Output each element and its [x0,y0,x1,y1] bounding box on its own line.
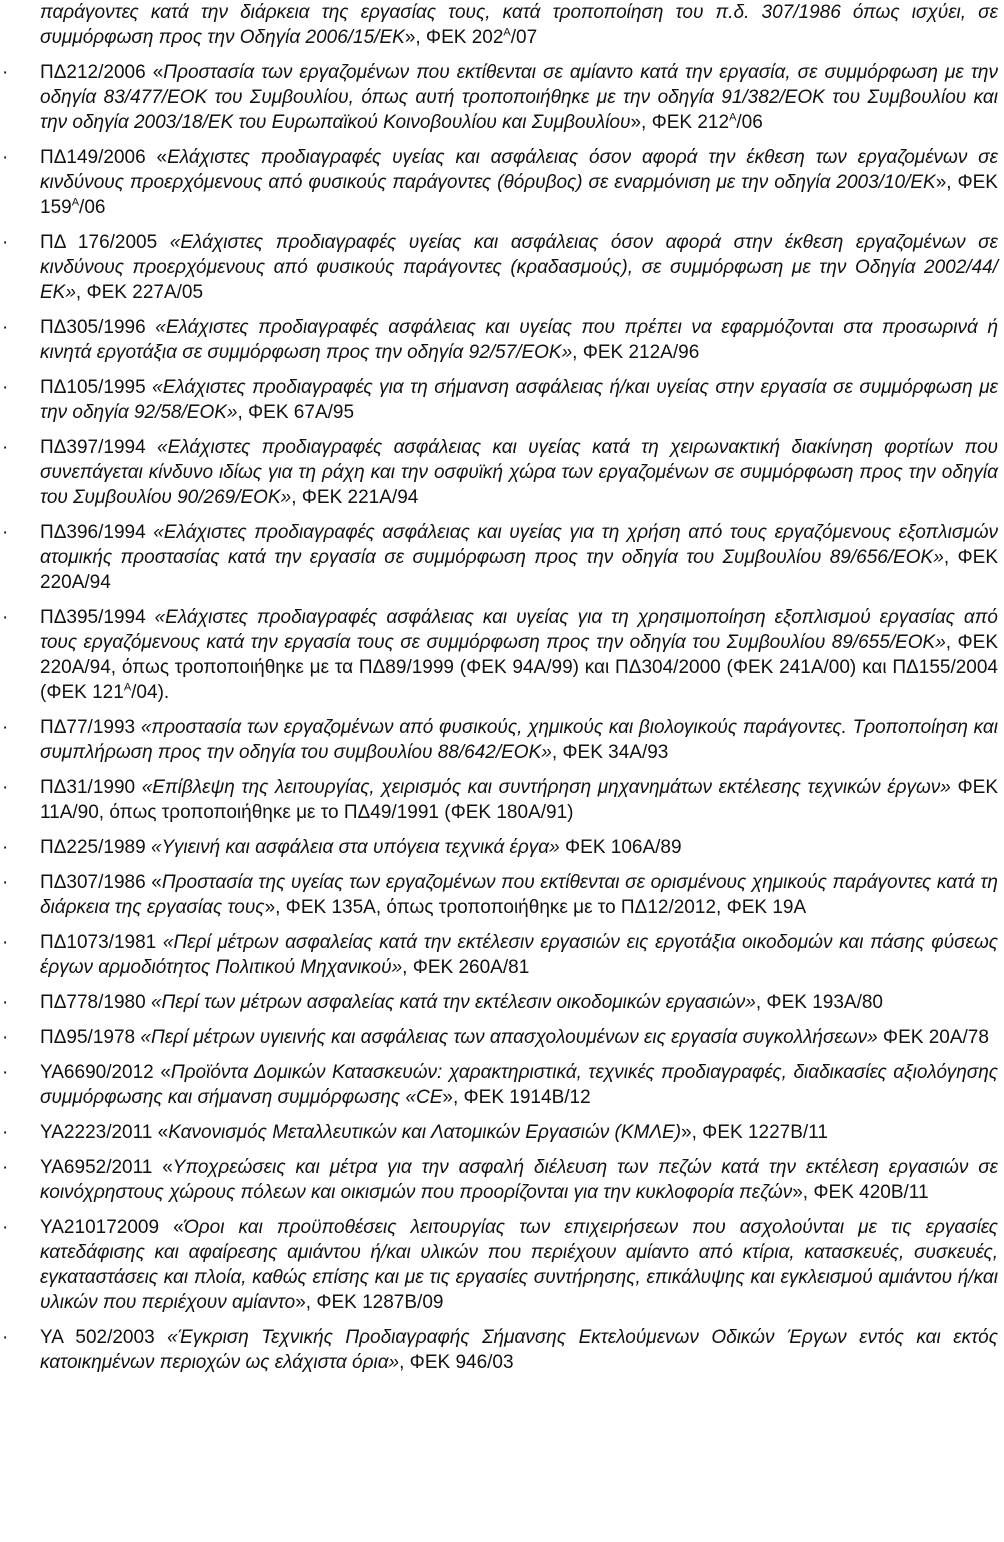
law-title: «Ελάχιστες προδιαγραφές ασφάλειας και υγείας που πρέπει να εφαρμόζονται στα προσωρινά ή κινητά εργοτάξια σε συμμόρφωση προς την οδηγία 92/57/ΕΟΚ» [40,317,998,363]
gazette-reference: , ΦΕΚ 220Α/94 [40,547,999,593]
law-number: ΠΔ307/1986 « [40,872,162,893]
law-title: Ελάχιστες προδιαγραφές υγείας και ασφάλειας όσον αφορά την έκθεση των εργαζομένων σε κινδύνους προερχόμενους από φυσικούς παράγοντες (θόρυβος) σε εναρμόνιση με την οδηγία 2003/10/ΕΚ [40,147,998,193]
gazette-reference: , ΦΕΚ 193Α/80 [755,992,883,1013]
legislation-item [2,1155,999,1205]
law-number: ΠΔ77/1993 [40,717,141,738]
legislation-item [2,315,998,365]
law-title: «Περί μέτρων υγιεινής και ασφάλειας των απασχολουμένων εις εργασία συγκολλήσεων» [140,1027,878,1048]
law-number: ΠΔ397/1994 [40,437,158,458]
law-title: «Περί μέτρων ασφαλείας κατά την εκτέλεσιν εργασιών εις εργοτάξια οικοδομών και πάσης φύσεως έργων αρμοδιότητος Πολιτικού Μηχανικού» [40,932,998,978]
law-number: ΠΔ95/1978 [40,1027,141,1048]
legislation-item [2,870,998,920]
legislation-item [2,1325,998,1375]
legislation-item [2,1025,998,1050]
legislation-item [2,1060,998,1110]
law-title: «Υγιεινή και ασφάλεια στα υπόγεια τεχνικά έργα» [150,837,560,858]
gazette-reference: , ΦΕΚ 946/03 [399,1352,514,1373]
law-number: ΠΔ 176/2005 [40,232,170,253]
gazette-reference: , ΦΕΚ 220Α/94, όπως τροποποιήθηκε με τα ΠΔ89/1999 (ΦΕΚ 94Α/99) και ΠΔ304/2000 (ΦΕΚ 241Α/00) και ΠΔ155/2004 (ΦΕΚ 121 [40,632,999,703]
bullet-dot-icon: · [2,932,9,953]
law-title: Προστασία των εργαζομένων που εκτίθενται σε αμίαντο κατά την εργασία, σε συμμόρφωση με την οδηγία 83/477/ΕΟΚ του Συμβουλίου, όπως αυτή τροποποιήθηκε με την οδηγία 91/382/ΕΟΚ του Συμβουλίου και την οδηγία 2003/18/ΕΚ του Ευρωπαϊκού Κοινοβουλίου και Συμβουλίου [40,62,998,133]
legislation-item [2,605,999,705]
gazette-reference: , ΦΕΚ 260Α/81 [402,957,530,978]
law-title: «Επίβλεψη της λειτουργίας, χειρισμός και συντήρηση μηχανημάτων εκτέλεσης τεχνικών έργων» [141,777,951,798]
bullet-dot-icon: · [2,62,9,83]
bullet-dot-icon: · [2,607,9,628]
gazette-reference: ΦΕΚ 106Α/89 [559,837,682,858]
gazette-reference: , ΦΕΚ 34Α/93 [551,742,669,763]
bullet-dot-icon: · [2,232,9,253]
law-number: ΠΔ212/2006 « [40,62,164,83]
gazette-reference: ΦΕΚ 11Α/90, όπως τροποποιήθηκε με το ΠΔ49/1991 (ΦΕΚ 180Α/91) [40,777,998,823]
gazette-reference: , ΦΕΚ 67Α/95 [237,402,355,423]
gazette-superscript: Α [729,111,737,124]
law-title: Υποχρεώσεις και μέτρα για την ασφαλή διέλευση των πεζών κατά την εκτέλεση εργασιών σε κοινόχρηστους χώρους πόλεων και οικισμών που προορίζονται για την κυκλοφορία πεζών [40,1157,999,1203]
bullet-dot-icon: · [2,1062,9,1083]
legislation-item [2,835,998,860]
gazette-reference: , ΦΕΚ 227Α/05 [75,282,204,303]
continuation-superscript: Α [503,26,511,39]
law-number: ΠΔ778/1980 [40,992,151,1013]
continuation-title: παράγοντες κατά την διάρκεια της εργασίας τους, κατά τροποποίηση του π.δ. 307/1986 όπως ισχύει, σε συμμόρφωση προς την Οδηγία 2006/15/ΕΚ [40,2,998,48]
law-number: ΠΔ225/1989 [40,837,151,858]
gazette-reference: », ΦΕΚ 135Α, όπως τροποποιήθηκε με το ΠΔ12/2012, ΦΕΚ 19Α [264,897,807,918]
gazette-reference-end: /06 [736,112,763,133]
law-title: «Ελάχιστες προδιαγραφές ασφάλειας και υγείας για τη χρησιμοποίηση εξοπλισμού εργασίας από τους εργαζόμενους κατά την εργασία τους σε συμμόρφωση προς την οδηγία του Συμβουλίου 89/655/ΕΟΚ» [40,607,998,653]
bullet-dot-icon: · [2,1217,9,1238]
gazette-reference: », ΦΕΚ 159 [40,172,998,218]
bullet-dot-icon: · [2,872,9,893]
gazette-reference: », ΦΕΚ 1914Β/12 [442,1087,591,1108]
bullet-dot-icon: · [2,1027,9,1048]
law-number: ΠΔ395/1994 [40,607,155,628]
bullet-dot-icon: · [2,992,9,1013]
legislation-item [2,145,998,220]
gazette-reference: , ΦΕΚ 212Α/96 [572,342,700,363]
law-number: ΠΔ105/1995 [40,377,153,398]
bullet-dot-icon: · [2,777,9,798]
bullet-dot-icon: · [2,717,9,738]
law-number: ΠΔ1073/1981 [40,932,163,953]
legislation-list [0,60,1004,1375]
law-number: ΠΔ31/1990 [40,777,142,798]
legislation-item [2,375,998,425]
law-title: «Ελάχιστες προδιαγραφές για τη σήμανση ασφάλειας ή/και υγείας στην εργασία σε συμμόρφωση με την οδηγία 92/58/ΕΟΚ» [40,377,998,423]
gazette-reference-end: /04). [131,682,170,703]
gazette-reference: , ΦΕΚ 221Α/94 [291,487,419,508]
bullet-dot-icon: · [2,377,9,398]
legislation-item [2,715,998,765]
gazette-reference: ΦΕΚ 20Α/78 [877,1027,989,1048]
law-number: ΥΑ 502/2003 [40,1327,168,1348]
legislation-item [2,1215,998,1315]
law-number: ΠΔ396/1994 [40,522,154,543]
law-number: ΠΔ149/2006 « [40,147,168,168]
law-number: ΥΑ6952/2011 « [40,1157,173,1178]
legislation-item [2,775,998,825]
bullet-dot-icon: · [2,437,9,458]
gazette-reference: », ΦΕΚ 1287Β/09 [295,1292,444,1313]
gazette-reference: », ΦΕΚ 1227Β/11 [681,1122,828,1143]
bullet-dot-icon: · [2,837,9,858]
legislation-item [2,1120,998,1145]
bullet-dot-icon: · [2,317,9,338]
continuation-reference-end: /07 [510,27,538,48]
legislation-item [2,520,999,595]
law-title: Κανονισμός Μεταλλευτικών και Λατομικών Εργασιών (ΚΜΛΕ) [168,1122,682,1143]
gazette-superscript: Α [71,196,80,209]
legislation-item [2,930,998,980]
law-title: «Ελάχιστες προδιαγραφές ασφάλειας και υγείας κατά τη χειρωνακτική διακίνηση φορτίων που συνεπάγεται κίνδυνο ιδίως για τη ράχη και την οσφυϊκή χώρα των εργαζομένων σε συμμόρφωση προς την οδηγία του Συμβουλίου 90/269/ΕΟΚ» [40,437,998,508]
legislation-item [2,990,998,1015]
gazette-reference: », ΦΕΚ 212 [630,112,730,133]
law-title: «προστασία των εργαζομένων από φυσικούς, χημικούς και βιολογικούς παράγοντες. Τροποποίηση και συμπλήρωση προς την οδηγία του συμβουλίου 88/642/ΕΟΚ» [40,717,998,763]
law-title: «Περί των μέτρων ασφαλείας κατά την εκτέλεσιν οικοδομικών εργασιών» [150,992,756,1013]
legislation-item [2,60,998,135]
law-title: Προστασία της υγείας των εργαζομένων που εκτίθενται σε ορισμένους χημικούς παράγοντες κατά τη διάρκεια της εργασίας τους [40,872,998,918]
legislation-item [2,230,998,305]
law-number: ΠΔ305/1996 [40,317,156,338]
legislation-item [2,435,998,510]
law-title: «Ελάχιστες προδιαγραφές ασφάλειας και υγείας για τη χρήση από τους εργαζόμενους εξοπλισμών ατομικής προστασίας κατά την εργασία σε συμμόρφωση προς την οδηγία του Συμβουλίου 89/656/ΕΟΚ» [40,522,998,568]
law-title: Προϊόντα Δομικών Κατασκευών: χαρακτηριστικά, τεχνικές προδιαγραφές, διαδικασίες αξιολόγησης συμμόρφωσης και σήμανση συμμόρφωσης «CE [40,1062,998,1108]
bullet-dot-icon: · [2,522,9,543]
law-title: Όροι και προϋποθέσεις λειτουργίας των επιχειρήσεων που ασχολούνται με τις εργασίες κατεδάφισης και αφαίρεσης αμιάντου ή/και υλικών που περιέχουν αμίαντο από κτίρια, κατασκευές, συσκευές, εγκαταστάσεις και πλοία, καθώς επίσης και με τις εργασίες συντήρησης, επικάλυψης και εγκλεισμού αμιάντου ή/και υλικών που περιέχουν αμίαντο [40,1217,998,1313]
law-title: «Έγκριση Τεχνικής Προδιαγραφής Σήμανσης Εκτελούμενων Οδικών Έργων εντός και εκτός κατοικημένων περιοχών ως ελάχιστα όρια» [40,1327,998,1373]
bullet-dot-icon: · [2,1157,9,1178]
bullet-dot-icon: · [2,147,9,168]
law-title: «Ελάχιστες προδιαγραφές υγείας και ασφάλειας όσον αφορά στην έκθεση εργαζομένων σε κινδύνους προερχόμενους από φυσικούς παράγοντες (κραδασμούς), σε συμμόρφωση με την Οδηγία 2002/44/ΕΚ» [40,232,998,303]
bullet-dot-icon: · [2,1327,9,1348]
gazette-superscript: Α [123,681,132,694]
continuation-reference: », ΦΕΚ 202 [404,27,504,48]
continuation-paragraph [40,0,998,50]
law-number: ΥΑ2223/2011 « [40,1122,169,1143]
gazette-reference: », ΦΕΚ 420Β/11 [792,1182,929,1203]
gazette-reference-end: /06 [79,197,106,218]
law-number: ΥΑ210172009 « [40,1217,184,1238]
bullet-dot-icon: · [2,1122,9,1143]
law-number: ΥΑ6690/2012 « [40,1062,171,1083]
